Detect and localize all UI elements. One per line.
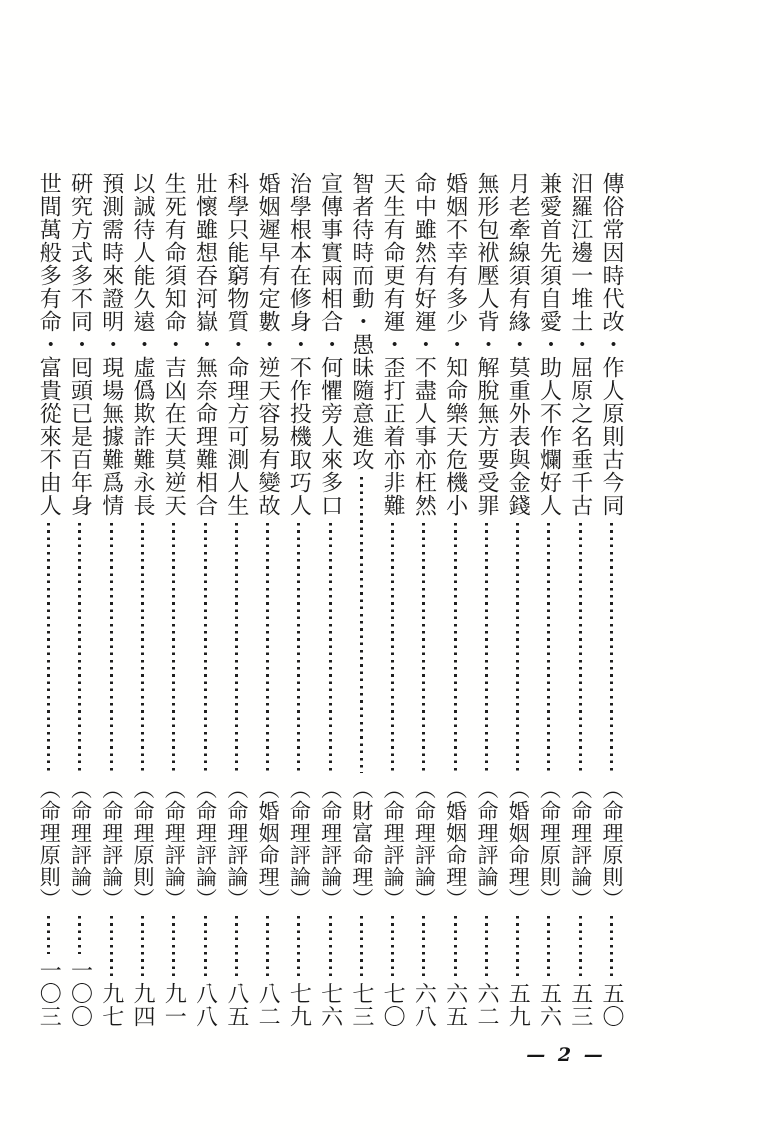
toc-entry-title: 治學根本在修身・不作投機取巧人	[286, 172, 312, 517]
toc-entry-title: 智者待時而動・愚昧隨意進攻	[348, 172, 374, 471]
toc-entry-title: 命中雖然有好運・不盡人事亦枉然	[411, 172, 437, 517]
toc-entry-category: （命理評論）	[224, 778, 249, 910]
toc-entry	[99, 172, 124, 1028]
toc-entry-page-number: 七九	[286, 982, 312, 1028]
toc-entry-category: （命理原則）	[131, 778, 156, 910]
toc-entry	[411, 172, 436, 1028]
toc-entry-page-number: 五〇	[599, 982, 624, 1028]
toc-entry-page-number: 五三	[567, 982, 593, 1028]
toc-entry	[380, 172, 405, 1028]
dot-leader	[297, 916, 300, 977]
dot-leader	[329, 916, 332, 977]
toc-entry-title: 兼愛首先須自愛・助人不作爛好人	[536, 172, 562, 517]
toc-entry-title: 天生有命更有運・歪打正着亦非難	[380, 172, 406, 517]
toc-entry-title-block	[99, 172, 124, 778]
toc-entry-title-block	[318, 172, 343, 778]
dot-leader	[454, 916, 457, 977]
dot-leader	[110, 523, 113, 773]
dot-leader	[516, 916, 519, 977]
toc-entry-category: （命理評論）	[99, 778, 124, 910]
dot-leader	[235, 916, 238, 977]
toc-entry-page-number: 九一	[161, 982, 187, 1028]
toc-entry	[568, 172, 593, 1028]
toc-entry	[130, 172, 155, 1028]
toc-entry-page-number: 六八	[411, 982, 437, 1028]
toc-entry-page-number: 七三	[348, 982, 374, 1028]
toc-entry-title-block	[224, 172, 249, 778]
toc-entry	[599, 172, 624, 1028]
toc-entry	[255, 172, 280, 1028]
dot-leader	[485, 916, 488, 977]
toc-entry-title-block	[130, 172, 155, 778]
toc-entry-title: 預測需時來證明・現場無據難爲情	[98, 172, 124, 517]
toc-entry-title-block	[67, 172, 92, 778]
dot-leader	[78, 523, 81, 773]
toc-entry-title-block	[255, 172, 280, 778]
dot-leader	[610, 916, 613, 977]
toc-entry-title-block	[536, 172, 561, 778]
toc-entry	[193, 172, 218, 1028]
toc-entry-category: （命理原則）	[37, 778, 62, 910]
dot-leader	[297, 523, 300, 773]
page-number-footer: — 2 —	[526, 1044, 606, 1066]
dot-leader	[610, 523, 613, 773]
toc-entry-title-block	[505, 172, 530, 778]
toc-entry-page-number: 五九	[505, 982, 531, 1028]
toc-entry-category: （婚姻命理）	[506, 778, 531, 910]
toc-entry-title-block	[36, 172, 61, 778]
toc-entry-category: （婚姻命理）	[256, 778, 281, 910]
toc-columns	[36, 172, 624, 1028]
dot-leader	[204, 523, 207, 773]
toc-entry-title-block	[380, 172, 405, 778]
toc-entry	[536, 172, 561, 1028]
toc-entry-category: （命理評論）	[412, 778, 437, 910]
dot-leader	[235, 523, 238, 773]
toc-entry-page-number: 一〇〇	[67, 959, 93, 1028]
toc-entry-title-block	[349, 172, 374, 778]
dot-leader	[110, 916, 113, 977]
toc-entry-category: （命理評論）	[193, 778, 218, 910]
toc-entry-title: 婚姻遲早有定數・逆天容易有變故	[255, 172, 281, 517]
toc-entry-page-number: 八二	[255, 982, 281, 1028]
dot-leader	[547, 916, 550, 977]
toc-entry-category: （命理原則）	[537, 778, 562, 910]
toc-entry-page-number: 五六	[536, 982, 562, 1028]
toc-entry-title-block	[193, 172, 218, 778]
dot-leader	[172, 916, 175, 977]
toc-entry-category: （命理評論）	[318, 778, 343, 910]
toc-entry-title: 世間萬般多有命・富貴從來不由人	[36, 172, 62, 517]
dot-leader	[360, 477, 363, 773]
dot-leader	[579, 523, 582, 773]
dot-leader	[391, 916, 394, 977]
toc-entry-title: 汨羅江邊一堆土・屈原之名垂千古	[567, 172, 593, 517]
dot-leader	[47, 523, 50, 773]
dot-leader	[266, 523, 269, 773]
toc-entry	[36, 172, 61, 1028]
toc-entry-page-number: 九七	[98, 982, 124, 1028]
dot-leader	[266, 916, 269, 977]
toc-entry-category: （命理評論）	[162, 778, 187, 910]
dot-leader	[360, 916, 363, 977]
toc-entry-category: （財富命理）	[349, 778, 374, 910]
toc-entry-category: （命理評論）	[568, 778, 593, 910]
toc-entry-title-block	[568, 172, 593, 778]
toc-entry-title-block	[286, 172, 311, 778]
toc-entry-title-block	[411, 172, 436, 778]
toc-entry-page-number: 六二	[473, 982, 499, 1028]
dot-leader	[485, 523, 488, 773]
dot-leader	[141, 523, 144, 773]
toc-entry	[443, 172, 468, 1028]
toc-entry-category: （命理評論）	[381, 778, 406, 910]
toc-entry-page-number: 一〇三	[36, 959, 62, 1028]
toc-entry	[67, 172, 92, 1028]
toc-entry-category: （命理評論）	[474, 778, 499, 910]
toc-entry-title: 無形包袱壓人背・解脫無方要受罪	[473, 172, 499, 517]
toc-entry-category: （婚姻命理）	[443, 778, 468, 910]
toc-entry	[318, 172, 343, 1028]
dot-leader	[547, 523, 550, 773]
toc-entry-title: 以誠待人能久遠・虛僞欺詐難永長	[130, 172, 156, 517]
dot-leader	[78, 916, 81, 954]
toc-entry-title-block	[443, 172, 468, 778]
toc-entry-category: （命理評論）	[68, 778, 93, 910]
toc-entry-title: 生死有命須知命・吉凶在天莫逆天	[161, 172, 187, 517]
toc-entry-title: 科學只能窮物質・命理方可測人生	[223, 172, 249, 517]
toc-entry-title: 月老牽線須有緣・莫重外表與金錢	[505, 172, 531, 517]
toc-entry	[474, 172, 499, 1028]
toc-entry	[286, 172, 311, 1028]
dot-leader	[172, 523, 175, 773]
toc-entry-page-number: 七六	[317, 982, 343, 1028]
dot-leader	[422, 916, 425, 977]
toc-entry-title-block	[599, 172, 624, 778]
toc-entry-category: （命理原則）	[600, 778, 624, 910]
toc-entry-title: 傳俗常因時代改・作人原則古今同	[599, 172, 624, 517]
toc-entry-title: 壯懷雖想吞河嶽・無奈命理難相合	[192, 172, 218, 517]
dot-leader	[204, 916, 207, 977]
toc-entry-title: 宣傳事實兩相合・何懼旁人來多口	[317, 172, 343, 517]
toc-entry	[224, 172, 249, 1028]
toc-entry-page-number: 八五	[223, 982, 249, 1028]
toc-entry-page-number: 八八	[192, 982, 218, 1028]
dot-leader	[516, 523, 519, 773]
toc-entry-title: 婚姻不幸有多少・知命樂天危機小	[442, 172, 468, 517]
toc-entry-title-block	[161, 172, 186, 778]
toc-entry-page-number: 七〇	[380, 982, 406, 1028]
dot-leader	[422, 523, 425, 773]
toc-entry	[161, 172, 186, 1028]
toc-entry-title: 硏究方式多不同・囘頭已是百年身	[67, 172, 93, 517]
dot-leader	[47, 916, 50, 954]
toc-entry-title-block	[474, 172, 499, 778]
toc-entry	[349, 172, 374, 1028]
dot-leader	[454, 523, 457, 773]
dot-leader	[141, 916, 144, 977]
toc-entry-category: （命理評論）	[287, 778, 312, 910]
dot-leader	[579, 916, 582, 977]
toc-entry-page-number: 九四	[130, 982, 156, 1028]
dot-leader	[329, 523, 332, 773]
toc-entry	[505, 172, 530, 1028]
toc-entry-page-number: 六五	[442, 982, 468, 1028]
dot-leader	[391, 523, 394, 773]
